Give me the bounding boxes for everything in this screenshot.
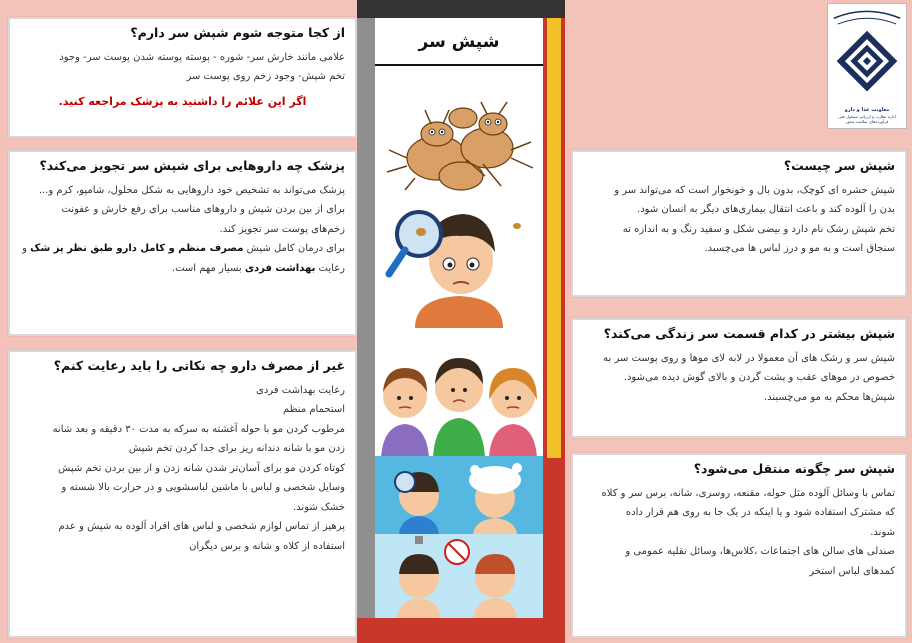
- card-line: استحمام منظم: [282, 404, 345, 416]
- card-line: استفاده از کلاه و شانه و برس دیگران: [189, 540, 345, 552]
- card-where-notice: [8, 17, 357, 138]
- center-illustration-column: [357, 0, 565, 643]
- card-line: رعایت بهداشت فردی بسیار مهم است.: [171, 262, 345, 274]
- card-title: شپش سر چیست؟: [783, 158, 895, 173]
- card-line: شپش سر و رشک های آن معمولا در لابه لای موها و روی پوست سر به: [603, 352, 895, 364]
- card-line: رعایت بهداشت فردی: [256, 384, 345, 396]
- card-line: شپش‌ها محکم به مو می‌چسبند.: [763, 391, 895, 403]
- card-line: کوتاه کردن مو برای آسان‌تر شدن شانه زدن و از بین بردن تخم شپش: [58, 462, 345, 474]
- card-title: شپش سر چگونه منتقل می‌شود؟: [693, 461, 895, 476]
- university-logo: [827, 3, 907, 129]
- gray-band: [357, 18, 375, 618]
- card-other-tips: [8, 350, 357, 638]
- card-line: پرهیز از تماس لوازم شخصی و لباس های افراد آلوده به شپش و عدم: [58, 521, 345, 533]
- card-where-lives: [571, 318, 907, 438]
- poster-title: شپش سر: [375, 22, 543, 66]
- center-panel: [375, 18, 543, 618]
- card-line: شوند.: [870, 526, 895, 538]
- card-line: تخم شپش- وجود زخم روی پوست سر: [186, 71, 345, 83]
- top-strip: [357, 0, 565, 18]
- card-line: سنجاق است و به مو و درز لباس ها می‌چسبد.: [704, 243, 895, 255]
- prevention-illustration: [375, 456, 543, 618]
- card-line: پزشک می‌تواند به تشخیص خود داروهایی به شکل محلول، شامپو، کرم و...: [38, 184, 345, 196]
- card-doctor-drugs: [8, 150, 357, 336]
- card-what-is-lice: [571, 150, 907, 297]
- card-line: خشک شوند.: [293, 501, 345, 513]
- card-line: شپش حشره ای کوچک، بدون بال و خونخوار است که می‌تواند سر و: [614, 184, 895, 196]
- card-transmission: [571, 453, 907, 638]
- card-line: مرطوب کردن مو با حوله آغشته به سرکه به مدت ۳۰ دقیقه و بعد شانه: [52, 423, 345, 435]
- card-line: زدن مو با شانه دندانه ریز برای جدا کردن تخم شپش: [128, 443, 345, 455]
- card-line: خصوص در موهای عقب و پشت گردن و بالای گوش دیده می‌شود.: [623, 372, 895, 384]
- card-line: که مشترک استفاده شود و یا اینکه در یک جا به روی هم قرار داده: [625, 507, 895, 519]
- card-line: بدن را آلوده کند و باعث انتقال بیماری‌های دیگر به انسان شود.: [637, 204, 895, 216]
- card-line: تخم شپش رشک نام دارد و بیضی شکل و سفید رنگ و به اندازه ته: [622, 223, 895, 235]
- card-title: از کجا متوجه شوم شپش سر دارم؟: [130, 25, 345, 40]
- card-line: برای درمان کامل شپش مصرف منظم و کامل دارو طبق نظر پز شک و: [22, 243, 345, 255]
- warning-text: اگر این علائم را داشتید به پزشک مراجعه کنید.: [58, 94, 307, 108]
- lice-illustration: [375, 80, 543, 198]
- card-title: غیر از مصرف دارو چه نکاتی را باید رعایت کنم؟: [53, 358, 345, 373]
- boy-magnifier-illustration: [375, 198, 543, 328]
- card-line: زخم‌های پوست سر تجویز کند.: [219, 223, 345, 235]
- card-line: برای از بین بردن شپش و داروهای مناسب برای رفع خارش و عفونت: [61, 204, 345, 216]
- yellow-band: [547, 18, 561, 458]
- logo-sub: اداره نظارت و ارزیابی مسئول فنی فرآورده‌های سلامت محور: [838, 113, 896, 124]
- logo-dept: معاونت غذا و دارو: [844, 107, 890, 114]
- kids-scratching-illustration: [375, 330, 543, 458]
- card-line: کمدهای لباس استخر: [809, 565, 895, 577]
- card-line: علامی مانند خارش سر- شوره - پوسته پوسته شدن پوست سر- وجود: [59, 51, 345, 63]
- card-line: وسایل شخصی و لباس با ماشین لباسشویی و در حرارت بالا شسته و: [61, 482, 345, 494]
- card-line: تماس با وسائل آلوده مثل حوله، مقنعه، روسری، شانه، برس سر و کلاه: [601, 487, 895, 499]
- card-title: شپش بیشتر در کدام قسمت سر زندگی می‌کند؟: [603, 326, 895, 341]
- card-title: پزشک چه داروهایی برای شپش سر تجویز می‌کند؟: [39, 158, 345, 173]
- card-line: صندلی های سالن های اجتماعات ،کلاس‌ها، وسائل نقلیه عمومی و: [625, 546, 895, 558]
